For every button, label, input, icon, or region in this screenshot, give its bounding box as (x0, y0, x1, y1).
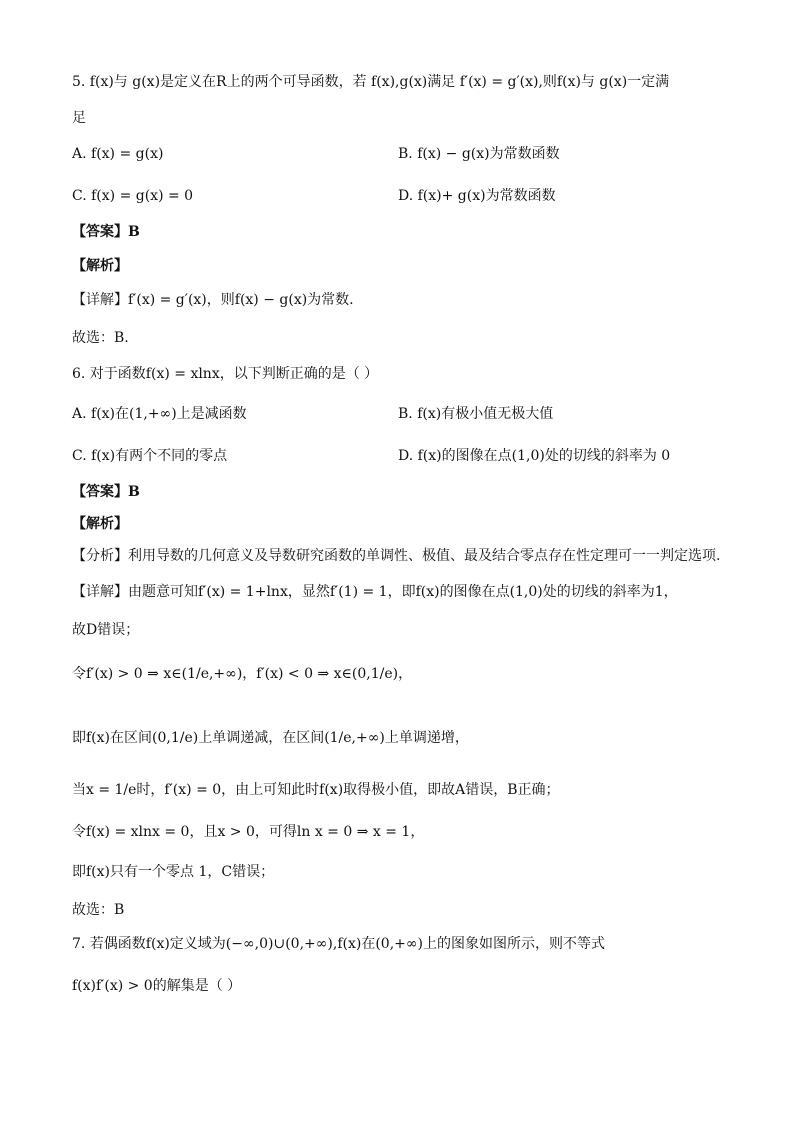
q6-detail1: 【详解】由题意可知f′(x) = 1+lnx，显然f′(1) = 1，即f(x)的图像在点(1,0)处的切线的斜率为1， (72, 584, 678, 600)
q6-fenxi: 【分析】利用导数的几何意义及导数研究函数的单调性、极值、最及结合零点存在性定理可一一判定选项. (72, 548, 721, 564)
q6-answer: 【答案】B (72, 484, 140, 500)
q6-optA: A. f(x)在(1,+∞)上是减函数 (72, 406, 247, 422)
q6-detail5: 当x = 1/e时，f′(x) = 0，由上可知此时f(x)取得极小值，即故A错误，B正确； (72, 782, 560, 798)
q5-detail: 【详解】f′(x) = g′(x)，则f(x) − g(x)为常数. (72, 292, 354, 308)
q6-analysis: 【解析】 (72, 516, 128, 532)
q5-answer: 【答案】B (72, 224, 140, 240)
q6-detail7: 即f(x)只有一个零点 1，C错误； (72, 864, 275, 880)
q6-optD: D. f(x)的图像在点(1,0)处的切线的斜率为 0 (398, 448, 671, 464)
q6-detail4: 即f(x)在区间(0,1/e)上单调递减，在区间(1/e,+∞)上单调递增， (72, 730, 469, 746)
q6-optB: B. f(x)有极小值无极大值 (398, 406, 554, 422)
q5-choice: 故选：B. (72, 330, 129, 346)
q6-detail2: 故D错误； (72, 622, 140, 638)
q6-stem: 6. 对于函数f(x) = xlnx，以下判断正确的是（ ） (72, 366, 379, 382)
q5-optB: B. f(x) − g(x)为常数函数 (398, 146, 560, 162)
q5-optD: D. f(x)+ g(x)为常数函数 (398, 188, 556, 204)
q5-analysis: 【解析】 (72, 258, 128, 274)
q6-detail6: 令f(x) = xlnx = 0，且x > 0，可得ln x = 0 ⇒ x = 1， (72, 824, 425, 840)
q5-optC: C. f(x) = g(x) = 0 (72, 188, 194, 204)
q5-line2: 足 (72, 110, 86, 126)
q6-choice: 故选：B (72, 902, 125, 918)
q5-line1: 5. f(x)与 g(x)是定义在R上的两个可导函数，若 f(x),g(x)满足 f′(x) = g′(x),则f(x)与 g(x)一定满 (72, 74, 670, 90)
q6-optC: C. f(x)有两个不同的零点 (72, 448, 228, 464)
q5-optA: A. f(x) = g(x) (72, 146, 164, 162)
q7-stem2: f(x)f′(x) > 0的解集是（ ） (72, 978, 242, 994)
q7-stem1: 7. 若偶函数f(x)定义域为(−∞,0)∪(0,+∞),f(x)在(0,+∞)上的图象如图所示，则不等式 (72, 936, 606, 952)
q6-detail3: 令f′(x) > 0 ⇒ x∈(1/e,+∞)，f′(x) < 0 ⇒ x∈(0,1/e)， (72, 666, 413, 682)
